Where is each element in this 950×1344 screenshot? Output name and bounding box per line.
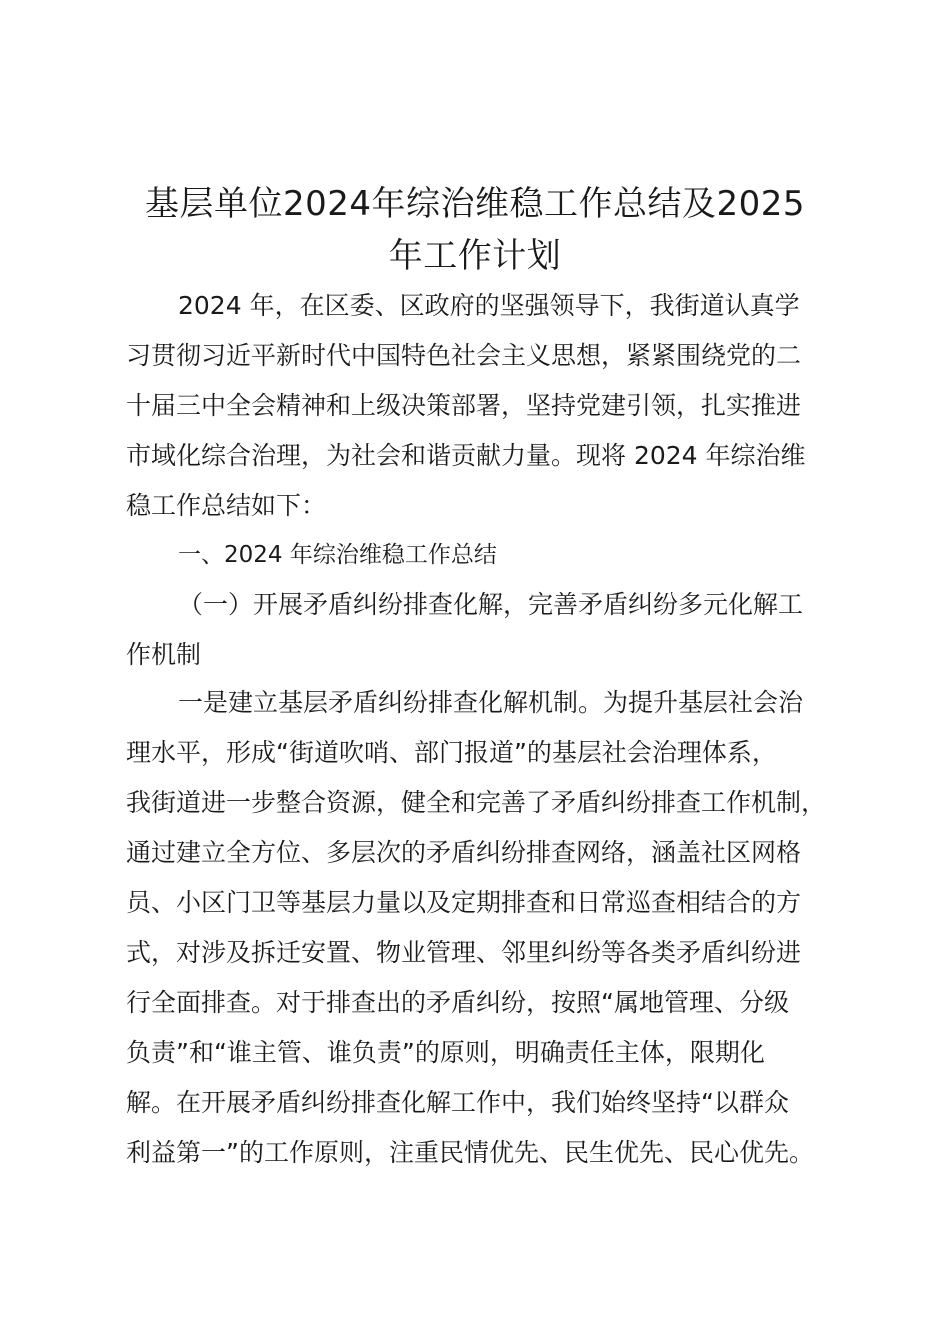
title-line-2: 年工作计划 bbox=[388, 236, 562, 276]
paragraph-line: 解。在开展矛盾纠纷排查化解工作中，我们始终坚持“以群众 bbox=[126, 1088, 789, 1117]
document-title bbox=[100, 178, 850, 282]
intro-line: 稳工作总结如下： bbox=[126, 491, 327, 520]
title-line-1: 基层单位2024年综治维稳工作总结及2025 bbox=[144, 184, 806, 224]
paragraph-line: 一是建立基层矛盾纠纷排查化解机制。为提升基层社会治 bbox=[178, 688, 804, 717]
paragraph-line: 行全面排查。对于排查出的矛盾纠纷，按照“属地管理、分级 bbox=[126, 988, 789, 1017]
section-heading-text: 一、2024 年综治维稳工作总结 bbox=[178, 542, 497, 568]
intro-line: 2024 年，在区委、区政府的坚强领导下，我街道认真学 bbox=[178, 291, 800, 320]
paragraph-line: 通过建立全方位、多层次的矛盾纠纷排查网络，涵盖社区网格 bbox=[126, 838, 802, 867]
intro-line: 习贯彻习近平新时代中国特色社会主义思想，紧紧围绕党的二 bbox=[126, 341, 802, 370]
paragraph-line: 利益第一”的工作原则，注重民情优先、民生优先、民心优先。 bbox=[126, 1138, 814, 1167]
intro-line: 十届三中全会精神和上级决策部署，坚持党建引领，扎实推进 bbox=[126, 391, 802, 420]
subsection-heading bbox=[126, 580, 856, 680]
paragraph-line: 员、小区门卫等基层力量以及定期排查和日常巡查相结合的方 bbox=[126, 888, 802, 917]
subsection-line: （一）开展矛盾纠纷排查化解，完善矛盾纠纷多元化解工 bbox=[178, 590, 804, 619]
intro-paragraph bbox=[126, 281, 856, 531]
subsection-line: 作机制 bbox=[126, 640, 202, 669]
paragraph-line: 式，对涉及拆迁安置、物业管理、邻里纠纷等各类矛盾纠纷进 bbox=[126, 938, 802, 967]
paragraph-line: 我街道进一步整合资源，健全和完善了矛盾纠纷排查工作机制， bbox=[126, 788, 827, 817]
paragraph-line: 理水平，形成“街道吹哨、部门报道”的基层社会治理体系， bbox=[126, 738, 777, 767]
intro-line: 市域化综合治理，为社会和谐贡献力量。现将 2024 年综治维 bbox=[126, 441, 806, 470]
section-heading bbox=[126, 530, 856, 580]
body-paragraph bbox=[126, 678, 856, 1178]
paragraph-line: 负责”和“谁主管、谁负责”的原则，明确责任主体，限期化 bbox=[126, 1038, 765, 1067]
